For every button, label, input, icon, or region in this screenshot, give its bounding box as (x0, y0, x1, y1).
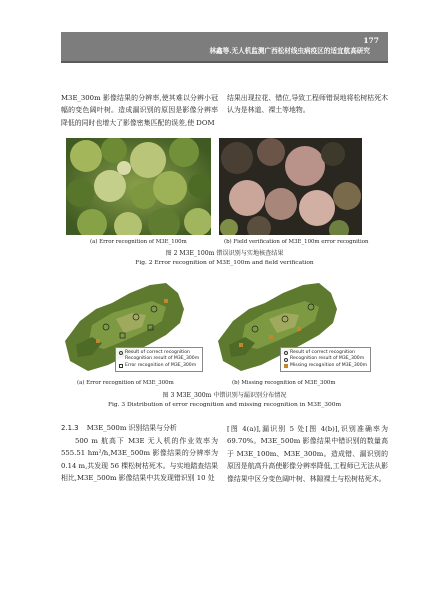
box-marker-icon (119, 364, 123, 368)
section-title: M3E_500m 识别结果与分析 (86, 424, 177, 432)
page-number: 177 (363, 36, 379, 45)
figure2-caption-a: (a) Error recognition of M3E_100m (90, 239, 187, 245)
body-text-right: 结果出现拉花、错位,导致工程师错误地将松树枯死木认为是林道、裸土等地物。 (227, 94, 388, 115)
filled-square-marker-icon (284, 364, 288, 368)
circle-marker-icon (119, 351, 123, 355)
legend-b-item2: Recognition result of M3E_300m (290, 356, 365, 362)
section-paragraph-left: 500 m 航高下 M3E 无人机的作业效率为 555.51 hm²/h,M3E_500m 影像结果的分辨率为 0.14 m,共发现 56 棵松树枯死木。与实地踏查结果相比,M3E_500m 影像结果中共发现错识别 10 处 (61, 437, 218, 483)
circle-marker-icon (284, 358, 288, 362)
figure2-caption-b: (b) Field verification of M3E_100m error recognition (224, 239, 369, 245)
figure3-legend-b (280, 347, 371, 372)
figure2-photo-b (219, 138, 362, 235)
section-paragraph-right: [图 4(a)],漏识别 5 处[图 4(b)],识别准确率为 69.70%。M3E_500m 影像结果中错识别的数量高于 M3E_100m、M3E_300m。造成错、漏识别的原因是航高升高使影像分辨率降低,工程师已无法从影像结果中区分变色阔叶树、林隙裸土与松树枯死木。 (227, 425, 388, 483)
legend-a-item3: Error recognition of M3E_300m (125, 362, 197, 368)
figure3-caption-cn: 图 3 M3E_300m 中错识别与漏识别分布情况 (162, 392, 287, 399)
running-title: 林鑫等.无人机监测广西松材线虫病疫区的适宜航高研究 (209, 47, 370, 55)
figure3-legend-a (115, 347, 203, 372)
figure2-caption-en: Fig. 2 Error recognition of M3E_100m and field verification (135, 260, 314, 266)
legend-a-item2: Recognition result of M3E_300m (125, 356, 200, 362)
figure3-caption-a: (a) Error recognition of M3E_300m (77, 380, 174, 386)
section-heading (61, 422, 177, 434)
legend-a-item1: Result of correct recognition (125, 350, 190, 355)
body-text-left: M3E_300m 影像结果的分辨率,使其难以分辨小冠幅的变色阔叶树。造成漏识别的原因是影像分辨率降低的同时也增大了影像密集匹配的误差,使 DOM (61, 94, 218, 127)
header-bar (61, 32, 388, 61)
section-number: 2.1.3 (61, 424, 79, 432)
header-rule (61, 61, 388, 63)
figure3-caption-en: Fig. 3 Distribution of error recognition and missing recognition in M3E_300m (107, 402, 342, 408)
figure3-caption-b: (b) Missing recognition of M3E_300m (232, 380, 336, 386)
circle-marker-icon (284, 351, 288, 355)
legend-b-item3: Missing recognition of M3E_300m (290, 362, 368, 368)
legend-b-item1: Result of correct recognition (290, 350, 355, 355)
figure2-caption-cn: 图 2 M3E_100m 错误识别与实地核查结果 (165, 250, 284, 257)
figure2-photo-a (66, 138, 211, 235)
